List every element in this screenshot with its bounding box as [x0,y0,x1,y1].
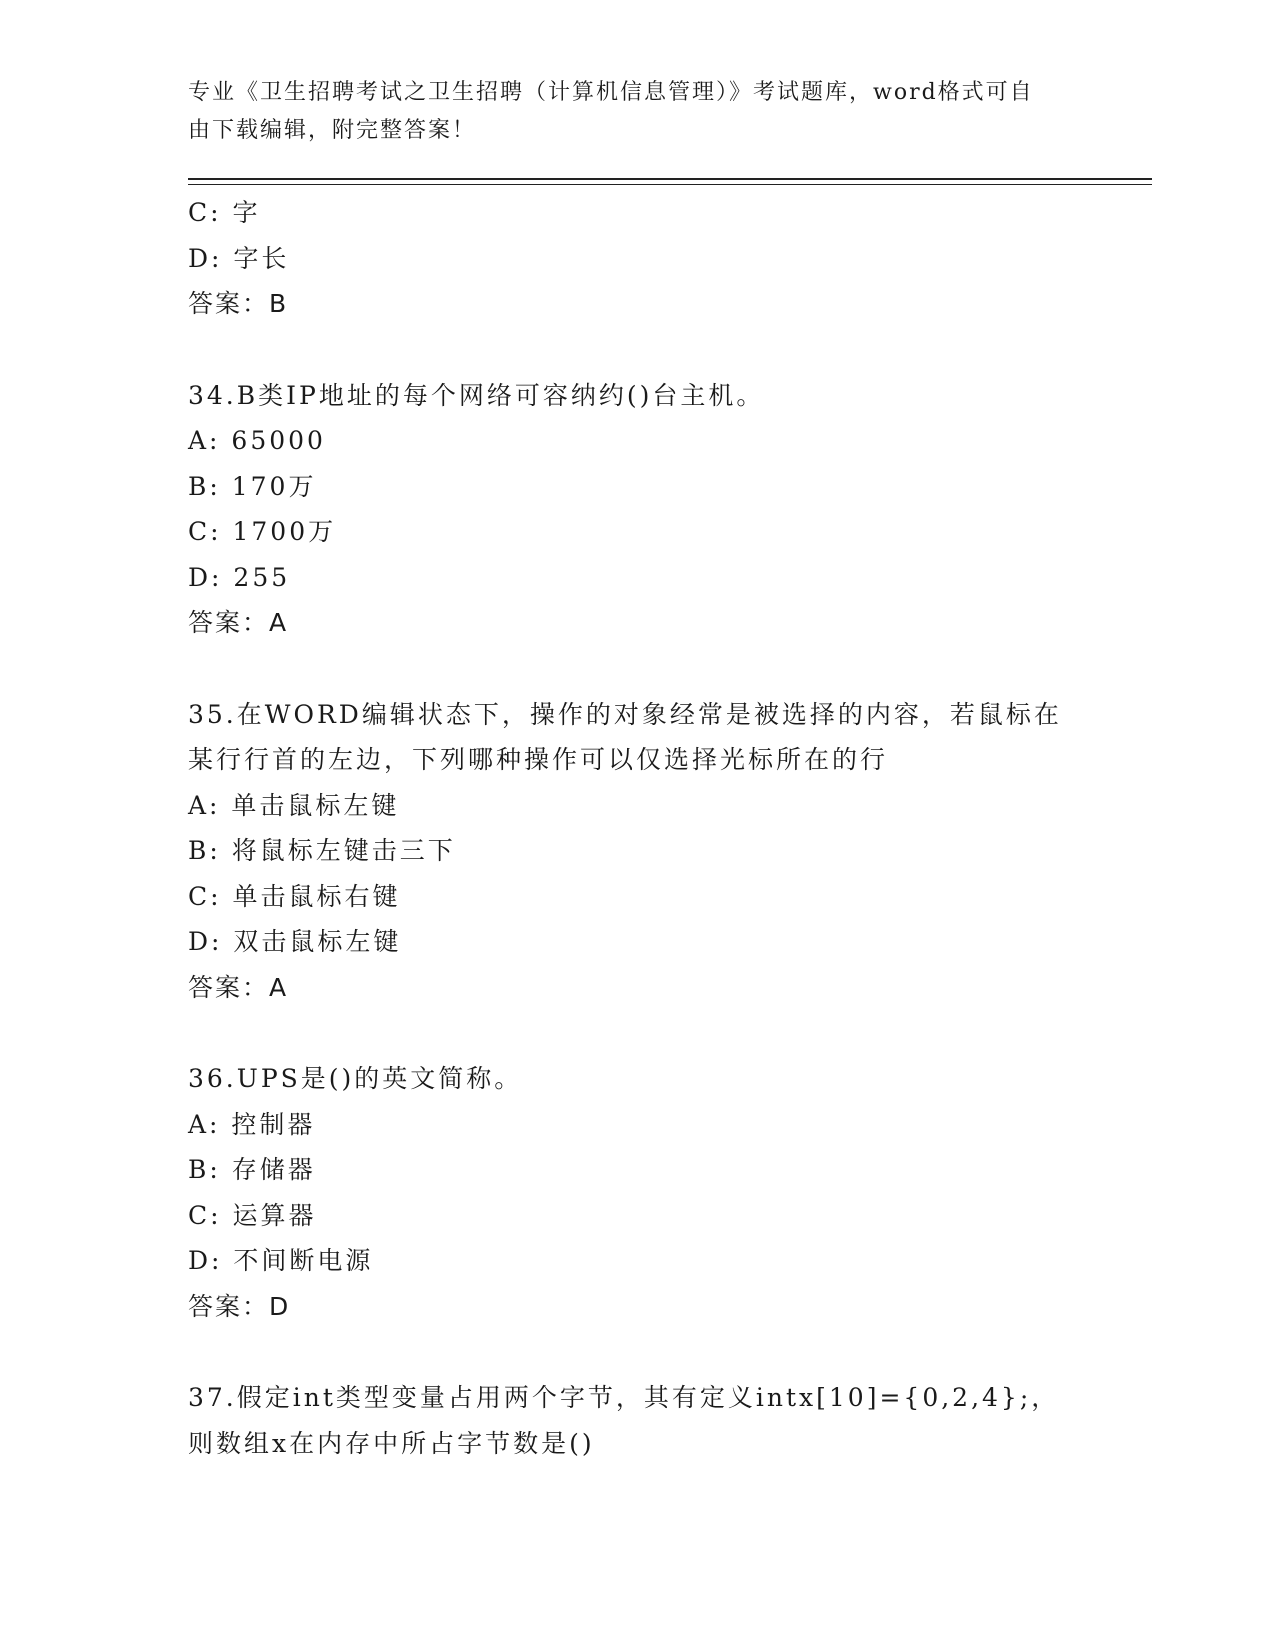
question-36 [188,1056,1088,1329]
header-line-2: 由下载编辑，附完整答案！ [188,118,477,143]
option-b: B: 存储器 [188,1155,316,1184]
answer-line: 答案：D [188,1291,291,1321]
question-text-line-2: 某行行首的左边，下列哪种操作可以仅选择光标所在的行 [188,745,889,774]
option-a: A: 单击鼠标左键 [188,790,400,820]
question-list [188,190,1088,1466]
option-d: D: 双击鼠标左键 [188,927,402,956]
question-37 [188,1375,1088,1466]
option-d: D: 字长 [188,243,290,273]
question-33-continued [188,190,1088,327]
spacer [188,327,1088,373]
answer-line: 答案：A [188,972,289,1002]
option-c: C: 1700万 [188,517,337,546]
option-a: A: 控制器 [188,1109,316,1139]
answer-line: 答案：B [188,289,289,318]
document-header [188,74,1068,150]
spacer [188,646,1088,692]
answer-line: 答案：A [188,608,289,637]
header-divider-thin [188,184,1152,185]
question-35 [188,692,1088,1011]
question-text-line-2: 则数组x在内存中所占字节数是() [188,1428,595,1458]
option-a: A: 65000 [188,426,326,455]
question-34 [188,373,1088,646]
spacer [188,1010,1088,1056]
option-c: C: 单击鼠标右键 [188,881,401,911]
header-line-1: 专业《卫生招聘考试之卫生招聘（计算机信息管理）》考试题库，word格式可自 [188,80,1034,105]
option-d: D: 255 [188,562,291,592]
option-d: D: 不间断电源 [188,1246,374,1275]
question-text: 36.UPS是()的英文简称。 [188,1064,523,1093]
question-text: 34.B类IP地址的每个网络可容纳约()台主机。 [188,380,765,410]
question-text-line-1: 37.假定int类型变量占用两个字节，其有定义intx[10]={0,2,4};， [188,1383,1060,1412]
spacer [188,1329,1088,1375]
option-c: C: 字 [188,198,261,227]
question-text-line-1: 35.在WORD编辑状态下，操作的对象经常是被选择的内容，若鼠标在 [188,699,1062,729]
option-b: B: 将鼠标左键击三下 [188,836,456,865]
option-c: C: 运算器 [188,1200,317,1230]
header-divider-thick [188,178,1152,180]
option-b: B: 170万 [188,471,317,501]
